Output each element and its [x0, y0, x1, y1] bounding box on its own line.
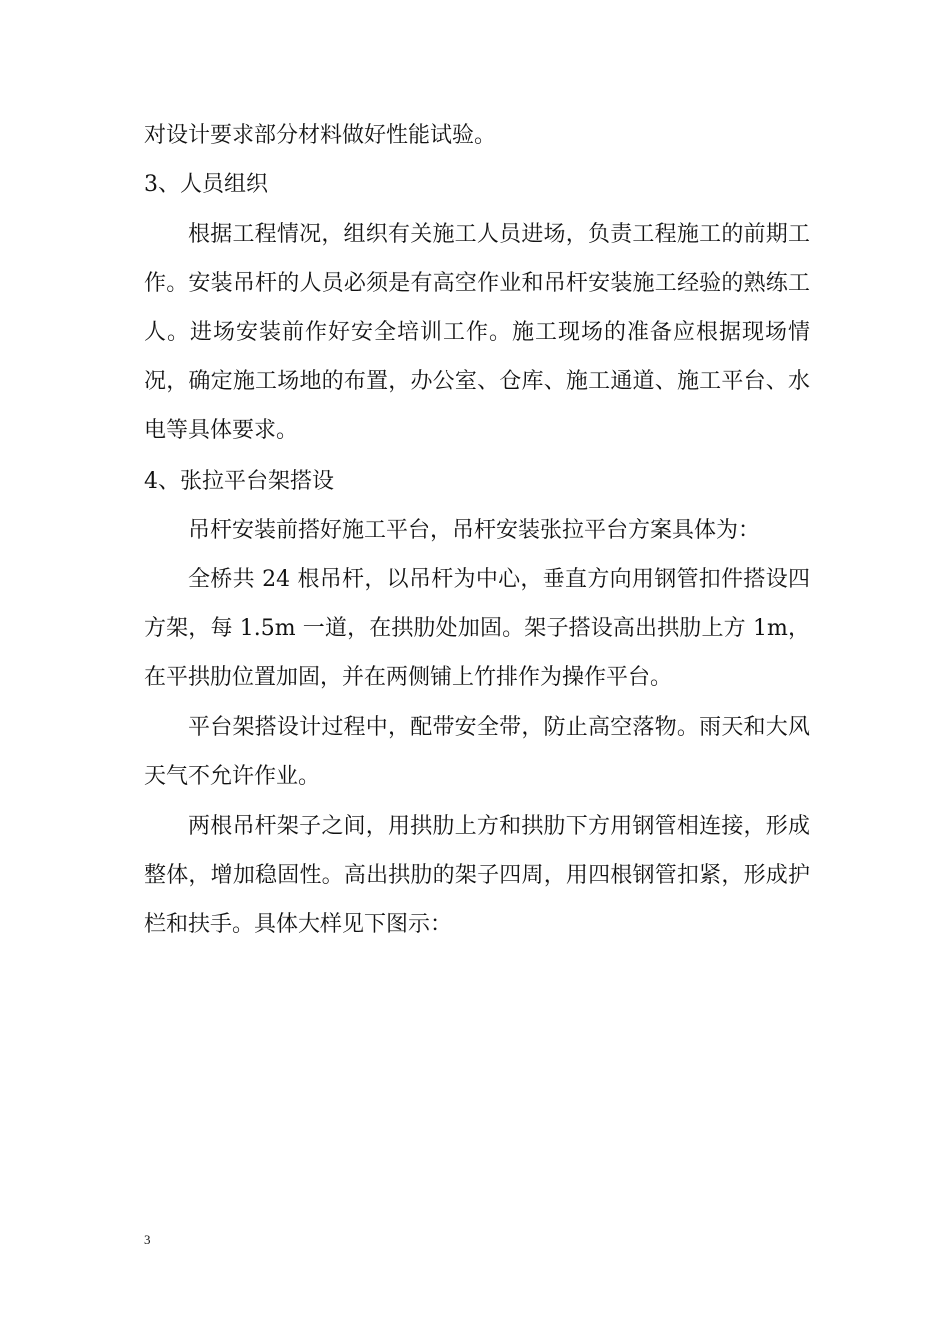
- paragraph-platform-intro: 吊杆安装前搭好施工平台，吊杆安装张拉平台方案具体为：: [188, 518, 761, 543]
- page-number: 3: [144, 1232, 151, 1247]
- paragraph-safety: 平台架搭设计过程中，配带安全带，防止高空落物。雨天和大风天气不允许作业。: [144, 715, 810, 789]
- heading-personnel-organization: 3、人员组织: [144, 172, 268, 197]
- paragraph-connection: 两根吊杆架子之间，用拱肋上方和拱肋下方用钢管相连接，形成整体，增加稳固性。高出拱肋的架子四周，用四根钢管扣紧，形成护栏和扶手。具体大样见下图示：: [144, 814, 810, 937]
- paragraph-materials-testing: 对设计要求部分材料做好性能试验。: [144, 123, 497, 148]
- heading-tension-platform: 4、张拉平台架搭设: [144, 469, 334, 494]
- paragraph-platform-scaffold: 全桥共 24 根吊杆，以吊杆为中心，垂直方向用钢管扣件搭设四方架，每 1.5m 一道，在拱肋处加固。架子搭设高出拱肋上方 1m，在平拱肋位置加固，并在两侧铺上竹排作为操作平台。: [144, 567, 810, 690]
- paragraph-personnel: 根据工程情况，组织有关施工人员进场，负责工程施工的前期工作。安装吊杆的人员必须是有高空作业和吊杆安装施工经验的熟练工人。进场安装前作好安全培训工作。施工现场的准备应根据现场情况，确定施工场地的布置，办公室、仓库、施工通道、施工平台、水电等具体要求。: [144, 222, 810, 443]
